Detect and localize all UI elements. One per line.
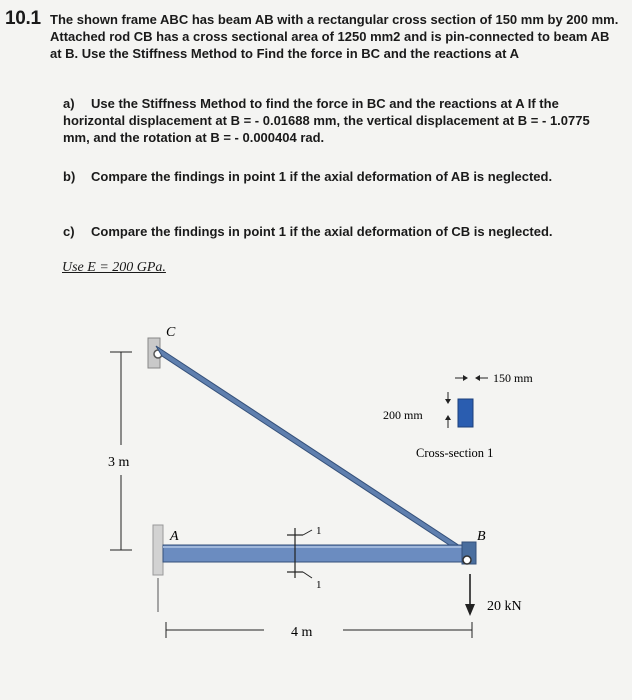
section-height-arrow-bottom [445, 415, 451, 420]
label-a: A [170, 529, 179, 544]
span-dim-label: 4 m [291, 625, 313, 640]
modulus-note: Use E = 200 GPa. [62, 260, 166, 275]
section-width-label: 150 mm [493, 371, 533, 385]
label-b: B [477, 529, 486, 544]
cut-mark-bottom: 1 [316, 579, 322, 591]
part-a-text: Use the Stiffness Method to find the force in BC and the reactions at A If the horizontal displacement at B = - 0.01688 mm, the vertical displacement at B = - 1.0775 mm, and the rotation at B = - 0.000404 rad. [63, 96, 590, 145]
cross-section-rect [458, 399, 473, 427]
section-caption: Cross-section 1 [416, 446, 494, 460]
wall-support-a [153, 525, 163, 575]
label-c: C [166, 325, 176, 340]
height-dim-label: 3 m [108, 455, 130, 470]
load-arrow-head [465, 604, 475, 616]
part-a-label: a) [63, 96, 75, 111]
part-b-label: b) [63, 169, 76, 184]
section-width-arrow-left [463, 375, 468, 381]
section-height-label: 200 mm [383, 408, 423, 422]
section-cut-leader-top [303, 530, 312, 535]
problem-statement: The shown frame ABC has beam AB with a rectangular cross section of 150 mm by 200 mm. Attached rod CB has a cross sectional area of 1250 mm2 and is pin-connected to beam AB at B. Use the Stiffness Method to Find the force in BC and the reactions at A [50, 12, 619, 61]
part-c-text: Compare the findings in point 1 if the axial deformation of CB is neglected. [91, 224, 553, 239]
load-label: 20 kN [487, 599, 522, 614]
part-c-label: c) [63, 224, 75, 239]
problem-number: 10.1 [5, 8, 41, 29]
part-b-text: Compare the findings in point 1 if the axial deformation of AB is neglected. [91, 169, 553, 184]
section-width-arrow-right [475, 375, 480, 381]
section-height-arrow-top [445, 399, 451, 404]
section-cut-leader-bottom [303, 572, 312, 578]
cut-mark-top: 1 [316, 525, 322, 537]
pin-b [463, 556, 471, 564]
